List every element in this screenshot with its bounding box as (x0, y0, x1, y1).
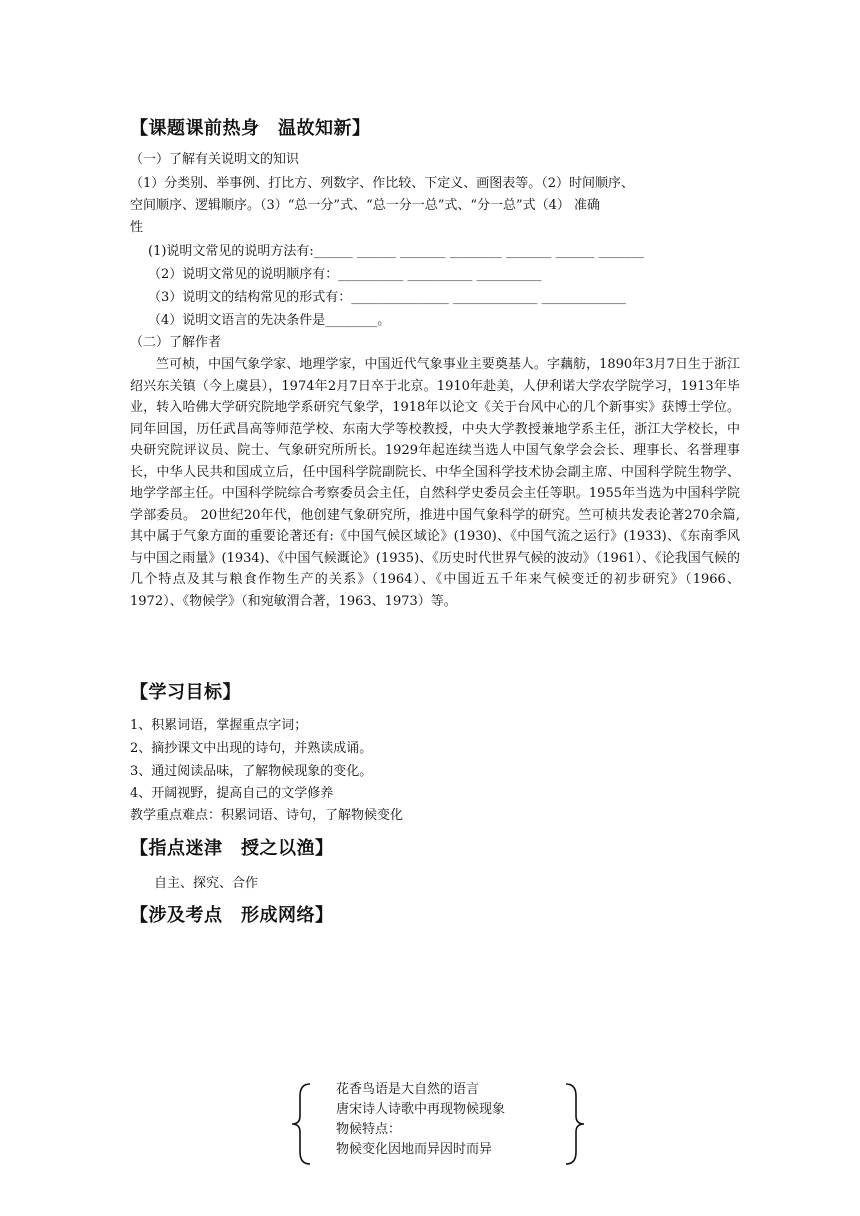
question-language: （4）说明文语言的先决条件是________。 (148, 313, 391, 328)
right-brace-icon (562, 1082, 586, 1166)
answer-line-3: 性 (130, 220, 144, 235)
author-paragraph: 竺可桢，中国气象学家、地理学家，中国近代气象事业主要奠基人。字藕舫，1890年3月7日生于浙江绍兴东关镇（今上虞县），1974年2月7日卒于北京。1910年赴美，人伊利诺大学农学院学习，1913年毕业，转入哈佛大学研究院地学系研究气象学，1918年以论文《关于台风中心的几个新事实》获博士学位。同年回国，历任武昌高等师范学校、东南大学等校教授，中央大学教授兼地学系主任，浙江大学校长，中央研究院评议员、院士、气象研究所所长。1929年起连续当选人中国气象学会会长、理事长、名誉理事长，中华人民共和国成立后，任中国科学院副院长、中华全国科学技术协会副主席、中国科学院生物学、地学学部主任。中国科学院综合考察委员会主任，自然科学史委员会主任等职。1955年当选为中国科学院学部委员。 20世纪20年代，他创建气象研究所，推进中国气象科学的研究。竺可桢共发表论著270余篇,其中属于气象方面的重要论著还有:《中国气候区域论》(1930)、《中国气流之运行》(1933)、《东南季风与中国之雨量》(1934)、《中国气候溉论》(1935)、《历史时代世界气候的波动》（1961）、《论我国气候的几个特点及其与粮食作物生产的关系》（1964）、《中国近五千年来气候变迁的初步研究》（1966、1972）、《物候学》（和宛敏渭合著，1963、1973）等。 (130, 357, 740, 609)
goal-item-4: 4、开阔视野，提高自己的文学修养 (130, 786, 334, 801)
goal-item-3: 3、通过阅读品味，了解物候现象的变化。 (130, 764, 373, 779)
heading-exam-points: 【涉及考点 形成网络】 (130, 905, 334, 926)
key-points: 教学重点难点：积累词语、诗句，了解物候变化 (130, 808, 404, 823)
goal-item-1: 1、积累词语，掌握重点字词； (130, 718, 308, 733)
question-methods: (1)说明文常见的说明方法有:______ ______ _______ ________ _______ ______ _______ (148, 244, 645, 259)
answer-line-1: （1）分类别、举事例、打比方、列数字、作比较、下定义、画图表等。（2）时间顺序、 (130, 176, 635, 191)
goal-item-2: 2、摘抄课文中出现的诗句，并熟读成诵。 (130, 741, 373, 756)
subheading-expository-knowledge: （一）了解有关说明文的知识 (130, 152, 300, 167)
subheading-author: （二）了解作者 (130, 335, 222, 350)
mindmap-item: 唐宋诗人诗歌中再现物候现象 (336, 1102, 506, 1117)
mindmap-list (336, 1080, 505, 1160)
mindmap-item: 花香鸟语是大自然的语言 (336, 1082, 480, 1097)
question-order: （2）说明文常见的说明顺序有：__________ __________ __________ (148, 267, 542, 282)
mindmap-item: 物候特点： (336, 1122, 402, 1137)
guidance-methods: 自主、探究、合作 (154, 876, 259, 891)
left-brace-icon (290, 1082, 314, 1166)
heading-warmup: 【课题课前热身 温故知新】 (130, 118, 371, 139)
heading-guidance: 【指点迷津 授之以渔】 (130, 838, 334, 859)
answer-line-2: 空间顺序、逻辑顺序。（3）“总一分”式、“总一分一总”式、“分一总”式（4） 准确 (130, 198, 601, 213)
mindmap-item: 物候变化因地而异因时而异 (336, 1142, 493, 1157)
question-structure: （3）说明文的结构常见的形式有：_______________ _____________ _____________ (148, 290, 627, 305)
heading-learning-goals: 【学习目标】 (130, 682, 241, 703)
